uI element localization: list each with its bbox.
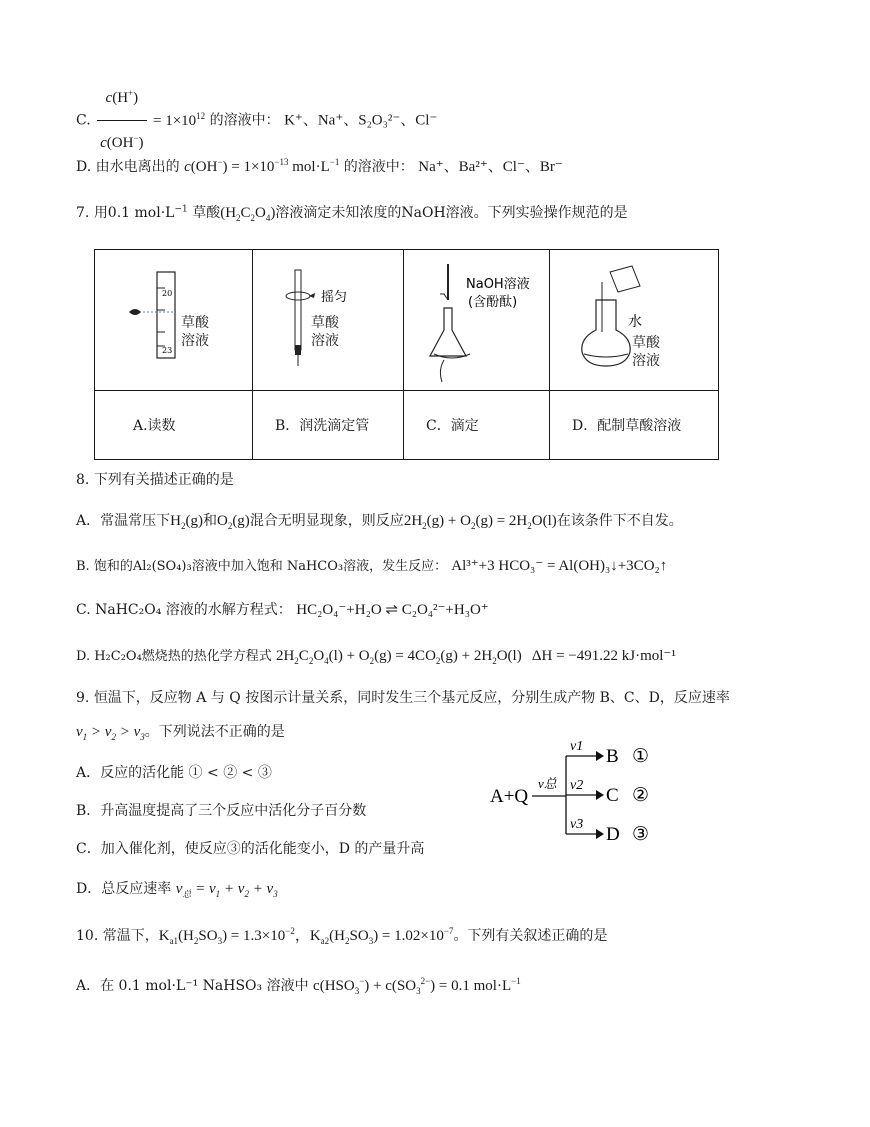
product-d: D (606, 824, 620, 845)
q9-option-a: A．反应的活化能 ① < ② < ③ (76, 765, 272, 781)
question-number: 10. (76, 928, 99, 944)
figure-b-label: 草酸溶液 (311, 315, 339, 349)
caption-c: C．滴定 (404, 391, 550, 460)
hydrolysis-equation: HC₂O₄⁻+H₂O ⇌ C₂O₄²⁻+H₃O⁺ (296, 602, 489, 618)
arrow-head-icon (596, 790, 604, 800)
stem: 恒温下，反应物 A 与 Q 按图示计量关系，同时发生三个基元反应，分别生成产物 B、C、D，反应速率 (93, 690, 730, 706)
option-tail: 的溶液中： (209, 112, 280, 129)
stem-pre: 用0.1 mol·L (93, 205, 175, 221)
reaction-number-1: ① (632, 745, 650, 767)
figure-d-label: 草酸溶液 (632, 335, 660, 369)
option-mid: 混合无明显现象，则反应 (249, 513, 404, 529)
question-number: 9. (76, 690, 90, 706)
figure-a (95, 250, 253, 391)
q8-option-a: A．常温常压下$H_2(g)$和$O_2(g)$混合无明显现象，则反应$2H_2(g) + O_2(g) = 2H_2O(l)$在该条件下不自发。 (76, 513, 683, 531)
q10-option-a: A．在 0.1 mol·L⁻¹ NaHSO₃ 溶液中 $c(HSO_3^-) + c(SO_3^{2-}) = 0.1$ $mol\cdot L^{-1}$ (76, 976, 521, 996)
stem: 下列有关描述正确的是 (93, 472, 234, 488)
flask-icon (430, 308, 466, 356)
figure-b (253, 250, 404, 391)
option-label: D. (76, 159, 92, 175)
option-pre: A．在 0.1 mol·L⁻¹ NaHSO₃ 溶液中 (76, 978, 309, 994)
figure-c (404, 250, 550, 391)
arrow-head-icon (596, 751, 604, 761)
beaker-icon (610, 266, 640, 292)
burette-reading-figure (95, 250, 252, 390)
q8-option-d: D. H₂C₂O₄燃烧热的热化学方程式 $2H_2C_2O_4(l) + O_2(g) = 4CO_2(g) + 2H_2O(l) \Delta H = -491.22$ kJ·mol⁻¹ (76, 648, 676, 666)
q6-option-d (76, 157, 563, 177)
reaction-number-3: ③ (632, 823, 650, 845)
q9-option-b: B．升高温度提高了三个反应中活化分子百分数 (76, 803, 367, 819)
volumetric-flask-icon (582, 300, 630, 366)
arrow-head-icon (596, 829, 604, 839)
stem-post: 。下列有关叙述正确的是 (453, 928, 608, 944)
question-number: 7. (76, 205, 90, 221)
option-pre: D. H₂C₂O₄燃烧热的热化学方程式 (76, 649, 272, 664)
equation: = $1\times 10^{12}$ (153, 110, 206, 129)
option-pre: A．常温常压下 (76, 513, 171, 529)
q9-stem-1 (76, 688, 730, 708)
q6-option-c (76, 78, 437, 163)
q9-option-c: C．加入催化剂，使反应③的活化能变小，D 的产量升高 (76, 841, 425, 857)
rotate-arrow-icon (286, 292, 310, 300)
fraction: $\frac{c(H^+)}{c(OH^-)}$ (97, 78, 146, 163)
reading-label-top: 20 (162, 289, 173, 298)
question-number: 8. (76, 472, 90, 488)
q8-option-c (76, 600, 489, 620)
caption-a: A.读数 (95, 391, 253, 460)
reactants-label: A+Q (490, 786, 529, 807)
reaction-pathway-diagram (488, 736, 668, 846)
rate-label-3: v3 (570, 817, 584, 832)
product-c: C (606, 785, 619, 806)
enthalpy-value: ΔH = −491.22 kJ·mol⁻¹ (531, 648, 676, 664)
apparatus-table (94, 249, 719, 460)
figure-a-label: 草酸溶液 (181, 315, 209, 349)
burette-rinse-figure (253, 250, 403, 390)
rate-label-2: v2 (570, 778, 584, 793)
rate-label-1: v1 (570, 739, 584, 754)
reaction-equation: Al³⁺+3 HCO₃⁻ = Al(OH)₃↓+3CO₂↑ (451, 558, 668, 574)
option-label: C. (76, 112, 91, 129)
ion-list: Na⁺、Ba²⁺、Cl⁻、Br⁻ (418, 159, 563, 175)
hand-icon (440, 360, 444, 382)
q10-stem: 10. 常温下，$K_{a1}(H_2SO_3) = 1.3\times 10^{-2}$，$K_{a2}(H_2SO_3) = 1.02\times 10^{-7}$。下列有关叙述正确的是 (76, 926, 608, 946)
reaction-number-2: ② (632, 784, 650, 806)
titration-figure (404, 250, 549, 390)
reading-label-bottom: 23 (162, 346, 173, 355)
q7-stem: 7. 用0.1 $mol\cdot L^{-1}$ 草酸$(H_2C_2O_4)$溶液滴定未知浓度的NaOH溶液。下列实验操作规范的是 (76, 204, 628, 223)
option-tail: 的溶液中： (343, 159, 414, 175)
stem-post: 溶液滴定未知浓度的NaOH溶液。下列实验操作规范的是 (275, 205, 628, 221)
q9-option-d: D．总反应速率 $v_总 = v_1 + v_2 + v_3$ (76, 881, 278, 899)
shake-label: 摇匀 (321, 290, 348, 305)
water-label: 水 (628, 314, 642, 330)
q9-stem-2: $v_1 > v_2 > v_3$。下列说法不正确的是 (76, 724, 285, 742)
caption-b: B．润洗滴定管 (253, 391, 404, 460)
volumetric-flask-figure (550, 250, 718, 390)
indicator-label: (含酚酞) (468, 295, 518, 310)
stem-pre: 常温下， (102, 928, 159, 944)
eye-icon (129, 309, 141, 315)
stem-2: 。下列说法不正确的是 (144, 724, 285, 740)
total-rate-label: v总 (538, 776, 557, 791)
q8-stem (76, 470, 234, 490)
ion-list: K⁺、Na⁺、S₂O₃²⁻、Cl⁻ (284, 112, 438, 129)
naoh-label: NaOH溶液 (466, 277, 530, 292)
option-pre: B. 饱和的Al₂(SO₄)₃溶液中加入饱和 NaHCO₃溶液，发生反应： (76, 559, 448, 574)
option-head: 由水电离出的 (95, 159, 180, 175)
product-b: B (606, 746, 619, 767)
stem-mid: 草酸 (192, 205, 221, 221)
option-pre: D．总反应速率 (76, 881, 172, 897)
option-post: 在该条件下不自发。 (556, 513, 683, 529)
equation: $c(OH^-) = 1\times 10^{-13}$ $mol\cdot L^{-1}$ (184, 157, 340, 175)
q8-option-b (76, 556, 667, 577)
figure-d (550, 250, 719, 391)
option-pre: C. NaHC₂O₄ 溶液的水解方程式： (76, 602, 292, 618)
caption-d: D．配制草酸溶液 (550, 391, 719, 460)
